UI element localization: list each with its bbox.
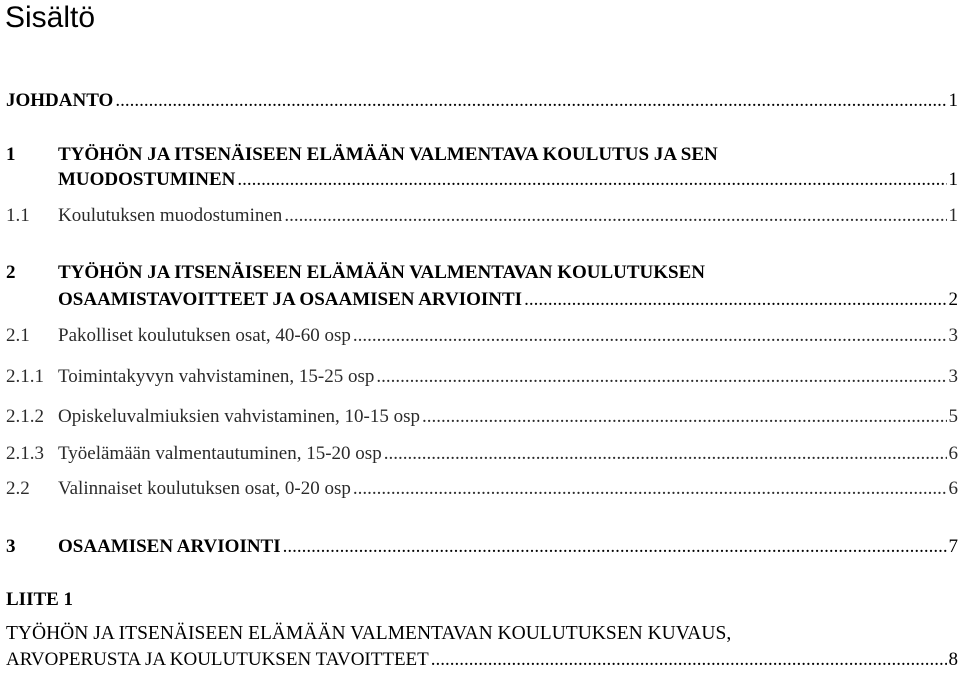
toc-entry-2-1-1[interactable]	[6, 365, 958, 389]
toc-entry-text: Toimintakyvyn vahvistaminen, 15‐25 osp	[58, 366, 375, 387]
toc-entry-text: OSAAMISEN ARVIOINTI	[58, 536, 281, 557]
toc-page-number: 6	[948, 443, 958, 464]
toc-entry-number: 1	[6, 144, 16, 165]
toc-entry-text: MUODOSTUMINEN	[58, 169, 236, 190]
toc-entry-2-line1[interactable]	[6, 261, 958, 285]
toc-page-number: 6	[948, 478, 958, 499]
toc-entry-1-line1[interactable]	[6, 143, 958, 167]
toc-entry-appendix-line2[interactable]	[6, 648, 958, 672]
toc-leader-dots	[353, 324, 947, 348]
toc-entry-text: JOHDANTO	[6, 90, 114, 111]
toc-leader-dots	[384, 442, 947, 466]
toc-entry-text: Valinnaiset koulutuksen osat, 0‐20 osp	[58, 478, 351, 499]
toc-entry-number: 2	[6, 262, 16, 283]
toc-entry-text: TYÖHÖN JA ITSENÄISEEN ELÄMÄÄN VALMENTAVAN KOULUTUKSEN KUVAUS,	[6, 623, 732, 644]
toc-entry-intro[interactable]	[6, 89, 958, 113]
toc-page-number: 1	[948, 205, 958, 226]
toc-entry-2-2[interactable]	[6, 477, 958, 501]
toc-page-number: 1	[948, 169, 958, 190]
toc-leader-dots	[422, 405, 946, 429]
toc-entry-2-1-2[interactable]	[6, 405, 958, 429]
toc-leader-dots	[237, 168, 946, 192]
toc-entry-text: Opiskeluvalmiuksien vahvistaminen, 10‐15 osp	[58, 406, 421, 427]
toc-entry-text: Pakolliset koulutuksen osat, 40‐60 osp	[58, 325, 351, 346]
toc-entry-2-line2[interactable]	[58, 288, 958, 312]
toc-entry-number: 2.1.3	[6, 443, 44, 464]
toc-entry-text: Työelämään valmentautuminen, 15‐20 osp	[58, 443, 382, 464]
toc-entry-text: OSAAMISTAVOITTEET JA OSAAMISEN ARVIOINTI	[58, 289, 523, 310]
toc-page-number: 3	[948, 325, 958, 346]
toc-page-number: 3	[948, 366, 958, 387]
toc-leader-dots	[115, 89, 946, 113]
toc-entry-number: 2.2	[6, 478, 30, 499]
toc-entry-1-line2[interactable]	[58, 168, 958, 192]
toc-entry-number: 2.1.1	[6, 366, 44, 387]
toc-page-number: 2	[948, 289, 958, 310]
toc-page-number: 1	[948, 90, 958, 111]
toc-entry-number: 2.1.2	[6, 406, 44, 427]
page-title: Sisältö	[5, 1, 96, 34]
toc-entry-text: TYÖHÖN JA ITSENÄISEEN ELÄMÄÄN VALMENTAVAN KOULUTUKSEN	[58, 262, 706, 283]
toc-page-number: 8	[948, 649, 958, 670]
appendix-label: LIITE 1	[6, 589, 74, 610]
toc-entry-1-1[interactable]	[6, 204, 958, 228]
toc-entry-number: 1.1	[6, 205, 30, 226]
toc-leader-dots	[431, 648, 947, 672]
toc-leader-dots	[376, 365, 946, 389]
toc-entry-text: TYÖHÖN JA ITSENÄISEEN ELÄMÄÄN VALMENTAVA KOULUTUS JA SEN	[58, 144, 718, 165]
toc-entry-number: 3	[6, 536, 16, 557]
toc-page-number: 5	[948, 406, 958, 427]
toc-entry-text: ARVOPERUSTA JA KOULUTUKSEN TAVOITTEET	[6, 649, 429, 670]
toc-entry-2-1-3[interactable]	[6, 442, 958, 466]
toc-entry-3[interactable]	[6, 535, 958, 559]
toc-entry-appendix-line1[interactable]	[6, 622, 958, 646]
toc-page-number: 7	[948, 536, 958, 557]
toc-entry-text: Koulutuksen muodostuminen	[58, 205, 283, 226]
toc-leader-dots	[524, 288, 946, 312]
toc-leader-dots	[283, 535, 947, 559]
toc-leader-dots	[284, 204, 946, 228]
toc-entry-number: 2.1	[6, 325, 30, 346]
toc-leader-dots	[353, 477, 947, 501]
toc-entry-2-1[interactable]	[6, 324, 958, 348]
